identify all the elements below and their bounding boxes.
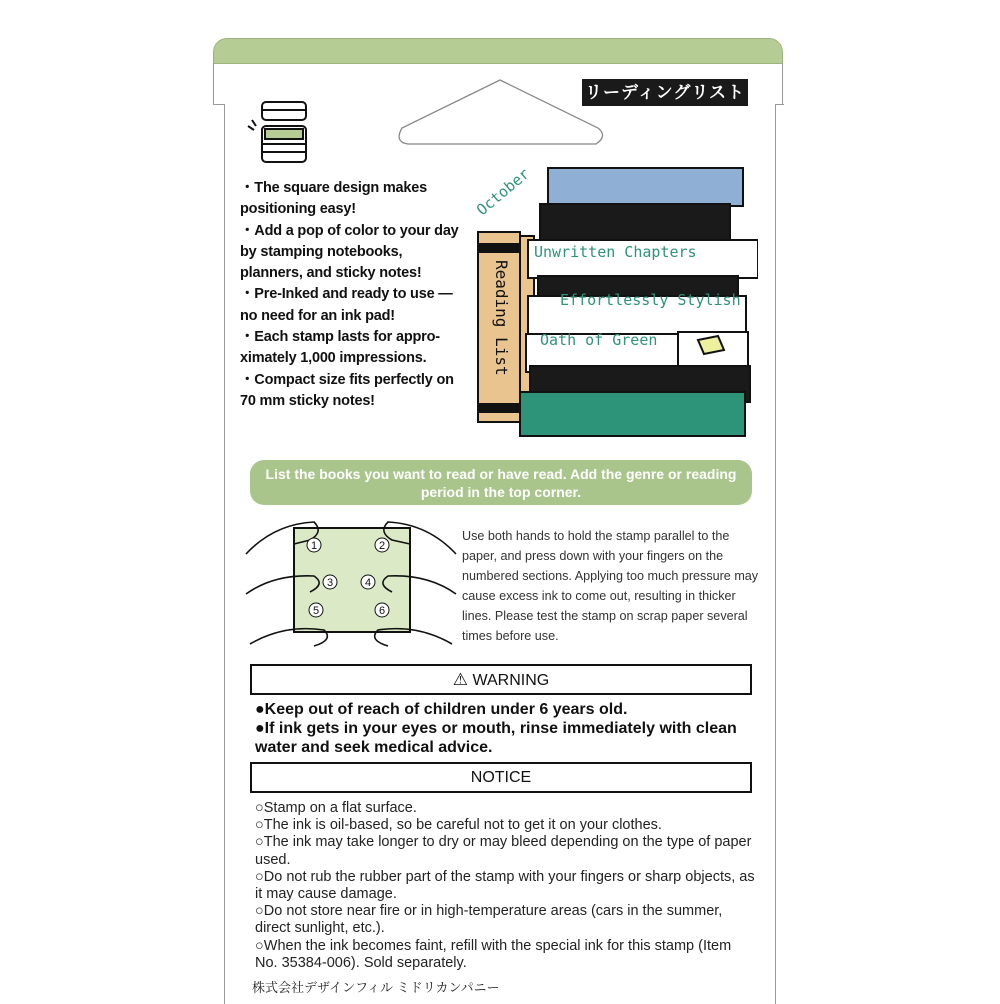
book-title: Oath of Green (540, 331, 658, 349)
usage-instructions: Use both hands to hold the stamp parallel to the paper, and press down with your fingers on the numbered sections. Applying too much pressure may cause excess ink to come out, resulting in thicker lines. Please test the stamp on scrap paper several times before use. (462, 529, 759, 643)
warning-list (255, 700, 755, 757)
warning-item: ●If ink gets in your eyes or mouth, rinse immediately with clean water and seek medical advice. (255, 720, 737, 756)
notice-item: ○The ink may take longer to dry or may bleed depending on the type of paper used. (255, 834, 752, 868)
book-title: Unwritten Chapters (534, 243, 697, 261)
notice-header: NOTICE (250, 762, 752, 793)
usage-banner: List the books you want to read or have read. Add the genre or reading period in the top corner. (250, 460, 752, 505)
product-name-tag: リーディングリスト (582, 79, 748, 106)
warning-title: WARNING (472, 672, 550, 689)
standing-book-title: Reading List (492, 260, 511, 376)
notice-item: ○Stamp on a flat surface. (255, 800, 417, 816)
corner-label: October (473, 164, 533, 220)
section-number: 5 (312, 605, 320, 617)
notice-item: ○When the ink becomes faint, refill with the special ink for this stamp (Item No. 35384-006). Sold separately. (255, 937, 732, 971)
notice-list (255, 800, 755, 972)
section-number: 1 (310, 540, 318, 552)
section-number: 2 (378, 540, 386, 552)
package-top-band (213, 38, 783, 64)
feature-item: ・Add a pop of color to your day by stamping notebooks, planners, and sticky notes! (240, 222, 463, 282)
feature-item: ・The square design makes positioning easy! (240, 180, 431, 218)
warning-triangle-icon: ⚠ (452, 670, 469, 689)
warning-item: ●Keep out of reach of children under 6 years old. (255, 701, 628, 718)
notice-item: ○Do not store near fire or in high-temperature areas (cars in the summer, direct sunlight, etc.). (255, 903, 723, 937)
notice-item: ○The ink is oil-based, so be careful not to get it on your clothes. (255, 817, 662, 834)
stamp-stack-icon (244, 96, 316, 168)
feature-item: ・Each stamp lasts for appro- ximately 1,000 impressions. (240, 329, 444, 367)
book-stack-illustration (468, 160, 758, 445)
notice-item: ○Do not rub the rubber part of the stamp with your fingers or sharp objects, as it may cause damage. (255, 868, 755, 903)
feature-item: ・Pre-Inked and ready to use —no need for an ink pad! (240, 286, 453, 324)
outline-step (775, 104, 784, 105)
warning-header (250, 664, 752, 695)
section-number: 6 (378, 605, 386, 617)
section-number: 3 (326, 577, 334, 589)
feature-list (240, 178, 463, 412)
hanger-hole (392, 78, 612, 150)
book-title: Effortlessly Stylish (560, 291, 741, 309)
section-number: 4 (364, 577, 372, 589)
feature-item: ・Compact size fits perfectly on 70 mm sticky notes! (240, 371, 458, 409)
company-name: 株式会社デザインフィル ミドリカンパニー (252, 980, 500, 995)
hands-holding-stamp-illustration (244, 514, 458, 656)
